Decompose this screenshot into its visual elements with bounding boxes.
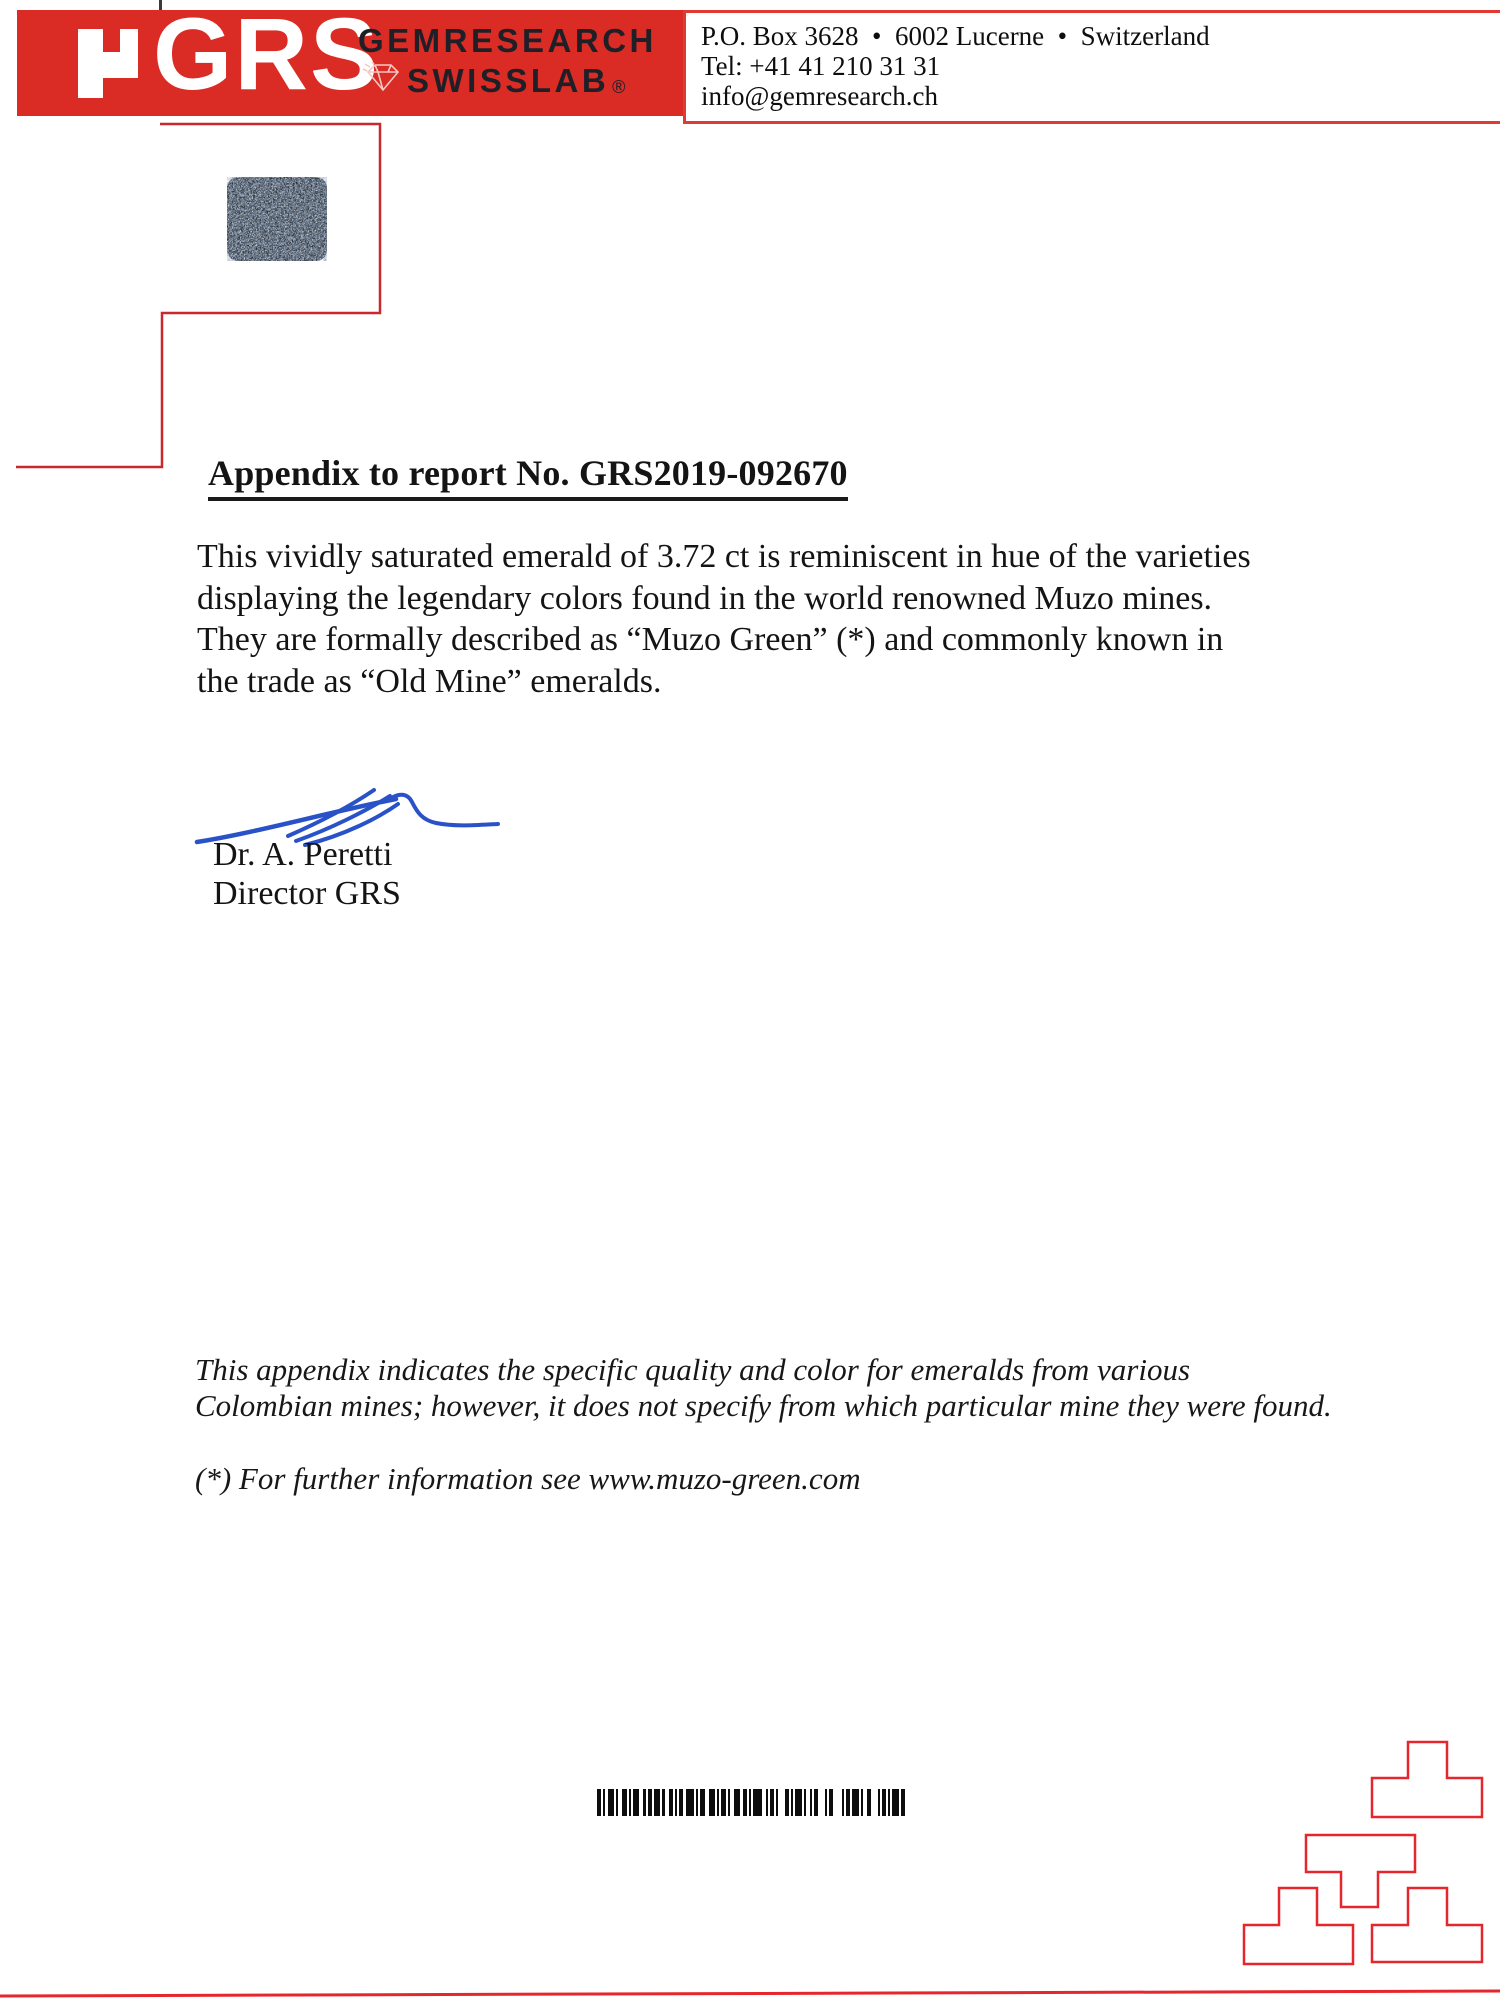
t-shape-icon bbox=[1244, 1888, 1353, 1964]
registered-trademark-symbol: ® bbox=[612, 77, 626, 97]
phone-line: Tel: +41 41 210 31 31 bbox=[701, 51, 941, 81]
stepped-line bbox=[16, 124, 380, 467]
t-shape-icon bbox=[1306, 1835, 1415, 1907]
body-line: the trade as “Old Mine” emeralds. bbox=[197, 662, 662, 700]
signer-title: Director GRS bbox=[213, 875, 401, 912]
barcode bbox=[597, 1789, 905, 1816]
swiss-cross-logo-mark bbox=[78, 29, 103, 98]
body-paragraph bbox=[197, 536, 1251, 702]
signer-name: Dr. A. Peretti bbox=[213, 836, 393, 873]
brand-gemresearch: GEMRESEARCH bbox=[358, 22, 657, 59]
body-line: This vividly saturated emerald of 3.72 ct is reminiscent in hue of the varieties bbox=[197, 538, 1251, 575]
note-line: This appendix indicates the specific quality and color for emeralds from various bbox=[195, 1352, 1191, 1387]
t-shape-icon bbox=[1372, 1888, 1482, 1962]
footnote: (*) For further information see www.muzo-green.com bbox=[195, 1461, 861, 1496]
signature-block bbox=[213, 835, 401, 913]
address-line: P.O. Box 3628 • 6002 Lucerne • Switzerland bbox=[701, 21, 1210, 51]
brand-swisslab: SWISSLAB bbox=[407, 62, 610, 99]
header-banner bbox=[17, 0, 683, 116]
bottom-rule bbox=[0, 1991, 1500, 1996]
note-line: Colombian mines; however, it does not specify from which particular mine they were found. bbox=[195, 1387, 1332, 1423]
appendix-note bbox=[195, 1352, 1332, 1423]
email-line: info@gemresearch.ch bbox=[701, 81, 939, 111]
swiss-cross-logo-mark bbox=[120, 29, 138, 78]
body-line: They are formally described as “Muzo Green” (*) and commonly known in bbox=[197, 621, 1224, 658]
address-box bbox=[683, 10, 1500, 124]
grs-logo-text: GRS bbox=[153, 0, 381, 111]
page-title: Appendix to report No. GRS2019-092670 bbox=[208, 452, 848, 501]
t-shape-icon bbox=[1372, 1742, 1482, 1817]
body-line: displaying the legendary colors found in the world renowned Muzo mines. bbox=[197, 579, 1213, 617]
brand-block bbox=[358, 24, 657, 97]
security-hologram bbox=[227, 177, 327, 261]
diamond-icon bbox=[360, 62, 404, 97]
